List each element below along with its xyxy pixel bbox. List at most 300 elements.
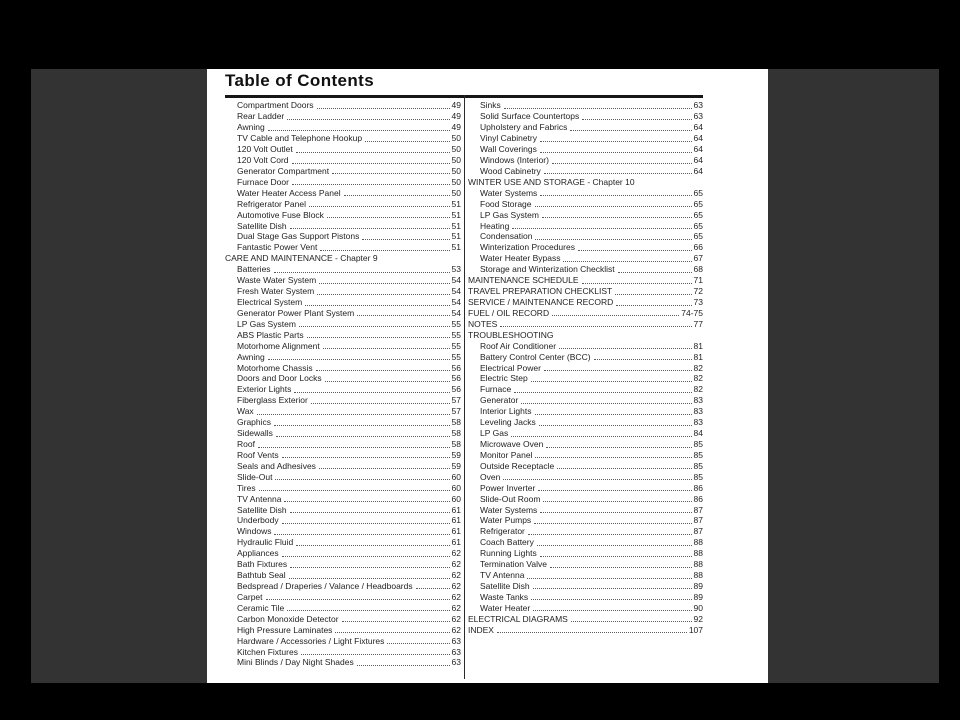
toc-entry-page: 50 <box>451 144 461 155</box>
toc-entry-page: 62 <box>451 591 461 602</box>
document-page <box>207 69 768 683</box>
toc-entry-page: 83 <box>693 417 703 428</box>
toc-entry-page: 59 <box>451 449 461 460</box>
toc-entry-page: 87 <box>693 526 703 537</box>
toc-entry-row <box>468 548 703 559</box>
toc-entry-label: Vinyl Cabinetry <box>480 133 538 144</box>
dot-leader <box>290 228 450 229</box>
toc-entry-page: 65 <box>693 209 703 220</box>
toc-entry-row <box>468 450 703 461</box>
dot-leader <box>514 392 691 393</box>
dot-leader <box>540 152 692 153</box>
toc-entry-page: 56 <box>451 362 461 373</box>
toc-entry-label: Slide-Out Room <box>480 493 541 504</box>
toc-entry-page: 88 <box>693 537 703 548</box>
dot-leader <box>282 556 450 557</box>
toc-entry-row <box>225 275 461 286</box>
toc-entry-label: Furnace Door <box>237 176 289 187</box>
toc-entry-label: Rear Ladder <box>237 111 285 122</box>
toc-entry-page: 92 <box>693 613 703 624</box>
toc-section-row <box>468 329 703 340</box>
toc-entry-row <box>468 144 703 155</box>
toc-entry-page: 65 <box>693 198 703 209</box>
dot-leader <box>316 370 450 371</box>
dot-leader <box>319 468 450 469</box>
toc-entry-row <box>225 351 461 362</box>
toc-entry-page: 51 <box>451 242 461 253</box>
toc-entry-row <box>225 198 461 209</box>
toc-entry-page: 64 <box>693 133 703 144</box>
toc-entry-page: 51 <box>451 220 461 231</box>
toc-entry-page: 57 <box>451 406 461 417</box>
toc-entry-page: 63 <box>451 635 461 646</box>
dot-leader <box>535 457 691 458</box>
toc-entry-row <box>468 581 703 592</box>
toc-entry-label: Storage and Winterization Checklist <box>480 264 615 275</box>
toc-entry-page: 72 <box>693 286 703 297</box>
dot-leader <box>274 534 449 535</box>
toc-entry-label: Doors and Door Locks <box>237 373 322 384</box>
toc-entry-label: 120 Volt Cord <box>237 155 289 166</box>
toc-entry-row <box>225 308 461 319</box>
toc-entry-label: Water Systems <box>480 504 538 515</box>
dot-leader <box>512 228 691 229</box>
dot-leader <box>319 283 449 284</box>
toc-entry-page: 88 <box>693 570 703 581</box>
toc-entry-page: 51 <box>451 209 461 220</box>
toc-entry-page: 86 <box>693 493 703 504</box>
toc-entry-label: TV Antenna <box>237 493 282 504</box>
toc-entry-page: 85 <box>693 439 703 449</box>
toc-entry-row <box>225 624 461 635</box>
toc-entry-page: 87 <box>693 515 703 526</box>
toc-entry-row <box>225 635 461 646</box>
toc-entry-page: 85 <box>693 460 703 471</box>
toc-entry-label: Hardware / Accessories / Light Fixtures <box>237 635 385 646</box>
toc-entry-page: 73 <box>693 297 703 308</box>
toc-entry-row <box>225 264 461 275</box>
toc-entry-row <box>225 329 461 340</box>
toc-entry-page: 63 <box>693 111 703 122</box>
toc-entry-row <box>225 602 461 613</box>
toc-entry-label: Satellite Dish <box>237 220 287 231</box>
toc-entry-label: Mini Blinds / Day Night Shades <box>237 657 354 668</box>
toc-entry-page: 54 <box>451 275 461 286</box>
dot-leader <box>290 567 449 568</box>
dot-leader <box>357 315 449 316</box>
dot-leader <box>503 479 691 480</box>
toc-entry-row <box>468 384 703 395</box>
dot-leader <box>258 447 450 448</box>
toc-entry-row <box>468 602 703 613</box>
toc-entry-page: 62 <box>451 580 461 591</box>
dot-leader <box>301 654 450 655</box>
toc-entry-row <box>225 646 461 657</box>
toc-entry-row <box>225 318 461 329</box>
toc-entry-label: Graphics <box>237 417 272 428</box>
toc-entry-page: 55 <box>451 351 461 362</box>
toc-entry-label: TV Antenna <box>480 570 525 581</box>
toc-entry-row <box>468 362 703 373</box>
toc-entry-label: Generator Compartment <box>237 165 330 176</box>
dot-leader <box>543 501 691 502</box>
toc-entry-row <box>468 537 703 548</box>
toc-entry-page: 49 <box>451 100 461 111</box>
toc-entry-page: 65 <box>693 220 703 231</box>
toc-entry-label: Solid Surface Countertops <box>480 111 580 122</box>
dot-leader <box>544 173 692 174</box>
toc-entry-label: TRAVEL PREPARATION CHECKLIST <box>468 286 613 297</box>
toc-entry-label: INDEX <box>468 624 494 635</box>
toc-entry-row <box>225 504 461 515</box>
toc-entry-label: Satellite Dish <box>480 580 530 591</box>
toc-entry-page: 62 <box>451 613 461 624</box>
toc-entry-label: Motorhome Alignment <box>237 340 320 351</box>
toc-section-row <box>468 318 703 329</box>
toc-entry-label: Electrical Power <box>480 362 541 373</box>
toc-entry-page: 74-75 <box>681 307 703 318</box>
toc-entry-row <box>468 187 703 198</box>
toc-entry-page: 63 <box>451 646 461 657</box>
toc-entry-label: Fantastic Power Vent <box>237 242 318 253</box>
toc-entry-label: Wax <box>237 406 254 417</box>
toc-entry-row <box>225 428 461 439</box>
toc-entry-page: 53 <box>451 264 461 275</box>
toc-entry-label: Electric Step <box>480 373 528 384</box>
dot-leader <box>268 130 450 131</box>
toc-entry-label: Compartment Doors <box>237 100 314 111</box>
dot-leader <box>511 436 691 437</box>
toc-section-row <box>468 176 703 187</box>
dot-leader <box>332 173 449 174</box>
toc-entry-label: Winterization Procedures <box>480 242 575 253</box>
dot-leader <box>537 545 692 546</box>
toc-section-row <box>225 253 461 264</box>
dot-leader <box>582 119 691 120</box>
toc-entry-page: 54 <box>451 286 461 297</box>
toc-entry-page: 64 <box>693 122 703 133</box>
toc-entry-row <box>225 526 461 537</box>
toc-entry-row <box>468 122 703 133</box>
dot-leader <box>540 141 692 142</box>
toc-entry-label: Refrigerator <box>480 526 525 537</box>
dot-leader <box>305 305 449 306</box>
toc-entry-row <box>225 537 461 548</box>
dot-leader <box>365 141 449 142</box>
toc-entry-page: 89 <box>693 580 703 591</box>
toc-entry-page: 49 <box>451 111 461 122</box>
dot-leader <box>317 108 450 109</box>
toc-entry-label: Windows <box>237 526 272 537</box>
toc-entry-label: LP Gas <box>480 428 509 439</box>
dot-leader <box>307 337 450 338</box>
toc-entry-row <box>225 482 461 493</box>
toc-entry-row <box>225 570 461 581</box>
toc-entry-row <box>225 471 461 482</box>
toc-entry-label: Batteries <box>237 264 271 275</box>
dot-leader <box>538 490 691 491</box>
dot-leader <box>268 359 450 360</box>
toc-entry-page: 64 <box>693 155 703 166</box>
toc-entry-row <box>225 286 461 297</box>
dot-leader <box>527 578 691 579</box>
toc-entry-page: 77 <box>693 318 703 329</box>
toc-entry-label: Leveling Jacks <box>480 417 536 428</box>
toc-entry-page: 62 <box>451 570 461 581</box>
toc-entry-row <box>468 166 703 177</box>
toc-section-row <box>468 297 703 308</box>
toc-entry-page: 56 <box>451 384 461 395</box>
toc-entry-page: 62 <box>451 559 461 570</box>
toc-entry-row <box>468 209 703 220</box>
toc-entry-page: 49 <box>451 122 461 133</box>
dot-leader <box>309 206 450 207</box>
toc-entry-page: 81 <box>693 351 703 362</box>
dot-leader <box>327 217 450 218</box>
toc-entry-row <box>225 220 461 231</box>
toc-entry-page: 85 <box>693 471 703 482</box>
toc-entry-page: 87 <box>693 504 703 515</box>
dot-leader <box>317 294 449 295</box>
dot-leader <box>550 567 692 568</box>
toc-entry-page: 86 <box>693 482 703 493</box>
toc-entry-row <box>468 471 703 482</box>
toc-entry-row <box>225 657 461 668</box>
dot-leader <box>276 436 450 437</box>
toc-entry-page: 54 <box>451 307 461 318</box>
toc-entry-label: Appliances <box>237 548 279 559</box>
dot-leader <box>582 283 692 284</box>
dot-leader <box>497 632 687 633</box>
toc-entry-page: 64 <box>693 144 703 155</box>
toc-entry-row <box>225 417 461 428</box>
toc-entry-label: Microwave Oven <box>480 439 544 449</box>
dot-leader <box>615 294 691 295</box>
dot-leader <box>594 359 692 360</box>
toc-entry-label: Awning <box>237 351 265 362</box>
toc-entry-label: Food Storage <box>480 198 532 209</box>
toc-entry-row <box>225 613 461 624</box>
toc-entry-label: Sinks <box>480 100 501 111</box>
toc-section-row <box>468 275 703 286</box>
toc-entry-label: TV Cable and Telephone Hookup <box>237 133 363 144</box>
toc-entry-row <box>225 460 461 471</box>
toc-entry-row <box>225 111 461 122</box>
toc-entry-label: Power Inverter <box>480 482 536 493</box>
column-divider <box>464 95 465 679</box>
toc-entry-row <box>468 460 703 471</box>
toc-entry-row <box>225 373 461 384</box>
toc-entry-label: 120 Volt Outlet <box>237 144 293 155</box>
toc-entry-label: Fresh Water System <box>237 286 315 297</box>
toc-entry-label: MAINTENANCE SCHEDULE <box>468 275 579 286</box>
toc-entry-row <box>468 428 703 439</box>
toc-entry-row <box>468 264 703 275</box>
toc-entry-page: 61 <box>451 504 461 515</box>
toc-entry-row <box>468 133 703 144</box>
toc-entry-page: 107 <box>688 624 703 635</box>
dot-leader <box>539 425 692 426</box>
toc-entry-row <box>225 144 461 155</box>
toc-entry-row <box>225 450 461 461</box>
toc-entry-row <box>225 176 461 187</box>
toc-entry-row <box>225 187 461 198</box>
toc-entry-page: 66 <box>693 242 703 253</box>
toc-column-right <box>468 100 703 635</box>
dot-leader <box>521 403 691 404</box>
toc-entry-row <box>225 395 461 406</box>
toc-entry-row <box>468 253 703 264</box>
toc-entry-row <box>225 515 461 526</box>
dot-leader <box>296 545 449 546</box>
toc-entry-row <box>225 362 461 373</box>
toc-entry-page: 85 <box>693 449 703 460</box>
toc-entry-row <box>468 220 703 231</box>
toc-entry-label: Waste Tanks <box>480 591 529 602</box>
toc-entry-label: Refrigerator Panel <box>237 198 306 209</box>
toc-entry-label: Seals and Adhesives <box>237 460 316 471</box>
dot-leader <box>289 578 450 579</box>
dot-leader <box>292 163 450 164</box>
dot-leader <box>528 534 692 535</box>
toc-entry-label: Tires <box>237 482 256 493</box>
toc-entry-page: 54 <box>451 297 461 308</box>
toc-entry-label: Awning <box>237 122 265 133</box>
toc-entry-row <box>468 100 703 111</box>
toc-entry-label: Motorhome Chassis <box>237 362 313 373</box>
toc-entry-label: Heating <box>480 220 510 231</box>
toc-entry-row <box>225 406 461 417</box>
toc-entry-row <box>468 526 703 537</box>
toc-entry-row <box>468 515 703 526</box>
toc-entry-label: CARE AND MAINTENANCE - Chapter 9 <box>225 253 378 264</box>
toc-entry-row <box>225 439 461 450</box>
dot-leader <box>299 326 450 327</box>
toc-entry-page: 50 <box>451 165 461 176</box>
dot-leader <box>357 665 450 666</box>
toc-section-row <box>468 308 703 319</box>
toc-entry-label: Carbon Monoxide Detector <box>237 613 339 624</box>
toc-entry-page: 82 <box>693 384 703 395</box>
toc-section-row <box>468 286 703 297</box>
dot-leader <box>531 599 691 600</box>
toc-entry-row <box>468 493 703 504</box>
toc-entry-label: Running Lights <box>480 548 537 559</box>
dot-leader <box>534 523 691 524</box>
toc-entry-row <box>225 340 461 351</box>
toc-entry-page: 89 <box>693 591 703 602</box>
toc-entry-label: Generator <box>480 395 519 406</box>
toc-entry-row <box>468 406 703 417</box>
dot-leader <box>292 184 450 185</box>
toc-entry-label: Dual Stage Gas Support Pistons <box>237 231 360 242</box>
toc-entry-row <box>468 198 703 209</box>
toc-entry-label: Battery Control Center (BCC) <box>480 351 591 362</box>
toc-entry-page: 84 <box>693 428 703 439</box>
toc-entry-row <box>225 122 461 133</box>
toc-entry-label: Exterior Lights <box>237 384 292 395</box>
toc-entry-row <box>225 581 461 592</box>
toc-entry-label: Kitchen Fixtures <box>237 646 298 657</box>
dot-leader <box>275 479 449 480</box>
toc-entry-page: 58 <box>451 439 461 449</box>
toc-entry-row <box>225 209 461 220</box>
dot-leader <box>320 250 449 251</box>
toc-entry-label: Electrical System <box>237 297 303 308</box>
toc-entry-row <box>225 493 461 504</box>
toc-entry-row <box>468 570 703 581</box>
dot-leader <box>500 326 691 327</box>
toc-entry-label: Sidewalls <box>237 428 273 439</box>
toc-entry-page: 71 <box>693 275 703 286</box>
toc-entry-label: Wall Coverings <box>480 144 537 155</box>
dot-leader <box>535 414 692 415</box>
toc-entry-label: Water Heater <box>480 602 531 613</box>
dot-leader <box>294 392 449 393</box>
toc-section-row <box>468 613 703 624</box>
toc-entry-row <box>468 111 703 122</box>
toc-entry-row <box>225 591 461 602</box>
toc-entry-row <box>468 231 703 242</box>
toc-entry-page: 83 <box>693 395 703 406</box>
toc-entry-label: Bedspread / Draperies / Valance / Headboards <box>237 580 413 591</box>
toc-entry-page: 88 <box>693 548 703 559</box>
toc-entry-row <box>468 504 703 515</box>
toc-entry-page: 55 <box>451 318 461 329</box>
dot-leader <box>552 315 679 316</box>
dot-leader <box>274 425 450 426</box>
toc-entry-page: 60 <box>451 471 461 482</box>
dot-leader <box>344 195 450 196</box>
toc-entry-label: High Pressure Laminates <box>237 624 333 635</box>
toc-entry-row <box>468 351 703 362</box>
toc-entry-page: 56 <box>451 373 461 384</box>
toc-entry-row <box>468 591 703 602</box>
toc-entry-row <box>225 384 461 395</box>
toc-entry-row <box>225 242 461 253</box>
toc-entry-page: 58 <box>451 428 461 439</box>
dot-leader <box>504 108 692 109</box>
toc-entry-label: ELECTRICAL DIAGRAMS <box>468 613 568 624</box>
toc-entry-row <box>225 559 461 570</box>
toc-entry-page: 68 <box>693 264 703 275</box>
toc-entry-label: Interior Lights <box>480 406 532 417</box>
toc-entry-page: 51 <box>451 231 461 242</box>
dot-leader <box>287 119 449 120</box>
toc-entry-row <box>468 559 703 570</box>
dot-leader <box>570 130 691 131</box>
toc-entry-label: Satellite Dish <box>237 504 287 515</box>
toc-entry-page: 62 <box>451 624 461 635</box>
toc-entry-label: LP Gas System <box>237 318 296 329</box>
toc-entry-page: 81 <box>693 340 703 351</box>
dot-leader <box>540 512 691 513</box>
dot-leader <box>571 621 692 622</box>
toc-entry-page: 62 <box>451 548 461 559</box>
dot-leader <box>287 610 449 611</box>
toc-entry-page: 63 <box>451 657 461 668</box>
toc-column-left <box>225 100 461 668</box>
toc-entry-row <box>468 395 703 406</box>
toc-entry-label: Windows (Interior) <box>480 155 549 166</box>
toc-entry-page: 83 <box>693 406 703 417</box>
dot-leader <box>531 381 692 382</box>
toc-entry-row <box>468 242 703 253</box>
toc-entry-page: 50 <box>451 187 461 198</box>
toc-entry-label: Waste Water System <box>237 275 317 286</box>
dot-leader <box>563 261 691 262</box>
dot-leader <box>578 250 692 251</box>
